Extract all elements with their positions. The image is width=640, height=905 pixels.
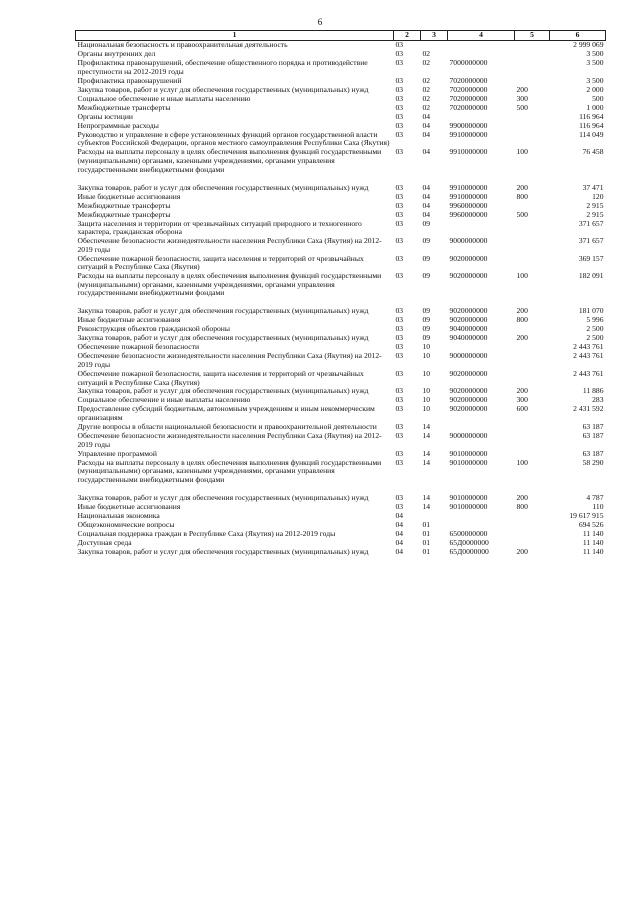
row-section-cell: 03 xyxy=(395,395,404,405)
row-name-cell: Межбюджетные трансферты xyxy=(77,200,171,210)
row-name-cell: Иные бюджетные ассигнования xyxy=(77,315,181,325)
row-section-cell: 03 xyxy=(395,386,404,396)
row-expense-type-cell xyxy=(515,343,550,352)
spacer-cell xyxy=(76,484,606,493)
row-subsection-cell: 09 xyxy=(422,306,431,316)
row-target-article-cell: 9020000000 xyxy=(449,368,488,378)
row-expense-type-cell xyxy=(515,130,550,148)
row-target-article-cell: 7020000000 xyxy=(449,75,488,85)
row-section-cell: 04 xyxy=(395,519,404,529)
row-section-cell: 03 xyxy=(395,422,404,432)
row-section-cell: 03 xyxy=(395,93,404,103)
row-expense-type-cell: 200 xyxy=(516,546,528,556)
row-target-article-cell: 9020000000 xyxy=(449,253,488,263)
row-target-article-cell: 9010000000 xyxy=(449,492,488,502)
row-amount-cell: 37 471 xyxy=(582,182,604,192)
row-amount-cell: 369 157 xyxy=(578,253,604,263)
page-number: 6 xyxy=(317,17,323,27)
row-subsection-cell: 10 xyxy=(422,395,431,405)
row-target-article-cell: 65Д0000000 xyxy=(449,537,489,547)
row-subsection-cell: 01 xyxy=(422,537,431,547)
row-amount-cell: 371 657 xyxy=(578,218,604,228)
row-subsection-cell: 04 xyxy=(422,120,431,130)
row-expense-type-cell: 100 xyxy=(516,271,528,281)
row-section-cell: 03 xyxy=(395,271,404,281)
row-amount-cell: 114 049 xyxy=(579,129,604,139)
row-amount-cell: 63 187 xyxy=(582,448,604,458)
row-subsection-cell: 09 xyxy=(422,315,431,325)
row-name-cell: Закупка товаров, работ и услуг для обеспечения государственных (муниципальных) нужд xyxy=(77,306,369,316)
row-subsection-cell: 04 xyxy=(422,129,431,139)
row-expense-type-cell xyxy=(515,423,550,432)
row-expense-type-cell xyxy=(515,254,550,272)
row-subsection-cell: 14 xyxy=(422,501,431,511)
row-expense-type-cell xyxy=(515,538,550,547)
row-amount-cell: 2 443 761 xyxy=(573,342,604,352)
row-expense-type-cell: 800 xyxy=(516,501,528,511)
row-subsection-cell: 10 xyxy=(422,342,431,352)
row-name-cell: Закупка товаров, работ и услуг для обеспечения государственных (муниципальных) нужд xyxy=(77,546,369,556)
row-subsection-cell: 04 xyxy=(422,147,431,157)
row-section-cell: 03 xyxy=(395,147,404,157)
row-amount-cell: 2 443 761 xyxy=(573,351,604,361)
table-row xyxy=(76,183,606,192)
row-amount-cell: 3 500 xyxy=(586,75,604,85)
row-section-cell: 03 xyxy=(395,351,404,361)
row-target-article-cell: 9020000000 xyxy=(449,386,488,396)
table-row xyxy=(76,538,606,547)
row-target-article-cell: 65Д0000000 xyxy=(449,546,489,556)
column-header-2: 2 xyxy=(394,31,421,41)
row-target-article-cell: 9020000000 xyxy=(449,395,488,405)
table-body xyxy=(76,41,606,557)
row-section-cell: 03 xyxy=(395,306,404,316)
row-subsection-cell: 04 xyxy=(422,209,431,219)
row-target-article-cell: 6500000000 xyxy=(449,528,488,538)
row-amount-cell: 19 617 915 xyxy=(569,510,604,520)
row-name-cell: Доступная среда xyxy=(77,537,132,547)
row-section-cell: 03 xyxy=(395,191,404,201)
row-amount-cell: 2 000 xyxy=(586,84,604,94)
row-section-cell: 03 xyxy=(395,448,404,458)
row-expense-type-cell: 300 xyxy=(516,395,528,405)
row-target-article-cell: 9900000000 xyxy=(449,120,488,130)
row-amount-cell: 1 000 xyxy=(586,102,604,112)
row-amount-cell: 182 091 xyxy=(578,271,604,281)
row-amount-cell: 181 070 xyxy=(578,306,604,316)
row-amount-cell: 11 140 xyxy=(582,546,604,556)
row-target-article-cell: 7020000000 xyxy=(449,102,488,112)
table-row xyxy=(76,529,606,538)
row-subsection-cell: 02 xyxy=(422,102,431,112)
row-name-cell: Обеспечение безопасности жизнедеятельности населения Республики Саха (Якутия) на 2012-2019 годы xyxy=(77,236,382,254)
table-row xyxy=(76,254,606,272)
row-section-cell: 03 xyxy=(395,209,404,219)
row-expense-type-cell: 200 xyxy=(516,182,528,192)
row-expense-type-cell xyxy=(515,50,550,59)
row-target-article-cell: 9020000000 xyxy=(449,404,488,414)
row-name-cell: Национальная безопасность и правоохранительная деятельность xyxy=(77,40,288,50)
row-section-cell: 03 xyxy=(395,111,404,121)
row-name-cell: Межбюджетные трансферты xyxy=(77,209,171,219)
row-subsection-cell: 04 xyxy=(422,200,431,210)
table-row xyxy=(76,104,606,113)
table-row xyxy=(76,272,606,298)
row-section-cell: 03 xyxy=(395,368,404,378)
row-amount-cell: 283 xyxy=(592,395,604,405)
row-section-cell: 03 xyxy=(395,501,404,511)
table-row xyxy=(76,130,606,148)
row-target-article-cell xyxy=(448,511,515,520)
row-expense-type-cell: 100 xyxy=(516,147,528,157)
row-subsection-cell: 02 xyxy=(422,58,431,68)
row-amount-cell: 2 999 069 xyxy=(573,40,604,50)
table-row xyxy=(76,449,606,458)
row-expense-type-cell xyxy=(515,449,550,458)
row-subsection-cell: 09 xyxy=(422,333,431,343)
row-section-cell: 03 xyxy=(395,40,404,50)
row-section-cell: 03 xyxy=(395,457,404,467)
row-target-article-cell: 7000000000 xyxy=(449,58,488,68)
row-expense-type-cell xyxy=(515,41,550,50)
row-expense-type-cell xyxy=(515,112,550,121)
row-name-cell: Иные бюджетные ассигнования xyxy=(77,191,181,201)
row-subsection-cell: 10 xyxy=(422,368,431,378)
row-section-cell: 03 xyxy=(395,182,404,192)
row-target-article-cell: 9960000000 xyxy=(449,200,488,210)
row-name-cell: Расходы на выплаты персоналу в целях обеспечения выполнения функций государственными (муниципальными) органами, казенными учреждениями, органами управления государственными внебюджетными фондами xyxy=(77,457,382,484)
row-amount-cell: 11 140 xyxy=(582,537,604,547)
column-header-5: 5 xyxy=(515,31,550,41)
row-subsection-cell: 02 xyxy=(422,84,431,94)
column-header-6: 6 xyxy=(550,31,606,41)
row-target-article-cell: 7020000000 xyxy=(449,84,488,94)
table-row xyxy=(76,219,606,237)
row-amount-cell: 371 657 xyxy=(578,236,604,246)
row-section-cell: 04 xyxy=(395,510,404,520)
row-expense-type-cell: 200 xyxy=(516,492,528,502)
row-amount-cell: 694 526 xyxy=(578,519,604,529)
row-subsection-cell: 02 xyxy=(422,75,431,85)
row-target-article-cell: 9040000000 xyxy=(449,324,488,334)
row-expense-type-cell: 500 xyxy=(516,209,528,219)
row-name-cell: Обеспечение безопасности жизнедеятельности населения Республики Саха (Якутия) на 2012-2019 годы xyxy=(77,431,382,449)
row-subsection-cell: 14 xyxy=(422,422,431,432)
row-subsection-cell: 04 xyxy=(422,111,431,121)
row-amount-cell: 2 443 761 xyxy=(573,368,604,378)
row-subsection-cell: 09 xyxy=(422,253,431,263)
row-amount-cell: 63 187 xyxy=(582,422,604,432)
row-amount-cell: 116 964 xyxy=(579,111,604,121)
row-section-cell: 03 xyxy=(395,315,404,325)
row-section-cell: 03 xyxy=(395,324,404,334)
table-row xyxy=(76,405,606,423)
row-amount-cell: 110 xyxy=(592,501,604,511)
column-header-1: 1 xyxy=(76,31,394,41)
row-section-cell: 04 xyxy=(395,528,404,538)
table-row xyxy=(76,41,606,50)
row-expense-type-cell: 800 xyxy=(516,315,528,325)
row-target-article-cell xyxy=(448,219,515,237)
table-row xyxy=(76,201,606,210)
row-expense-type-cell: 200 xyxy=(516,84,528,94)
row-target-article-cell: 9000000000 xyxy=(449,351,488,361)
row-target-article-cell: 9010000000 xyxy=(449,457,488,467)
table-row xyxy=(76,493,606,502)
row-section-cell: 03 xyxy=(395,49,404,59)
row-subsection-cell: 10 xyxy=(422,404,431,414)
row-subsection-cell: 02 xyxy=(422,49,431,59)
row-target-article-cell: 9020000000 xyxy=(449,306,488,316)
row-section-cell: 03 xyxy=(395,129,404,139)
row-expense-type-cell xyxy=(515,370,550,388)
row-amount-cell: 500 xyxy=(592,93,604,103)
table-row xyxy=(76,192,606,201)
row-target-article-cell: 9910000000 xyxy=(449,191,488,201)
row-amount-cell: 3 500 xyxy=(586,58,604,68)
row-subsection-cell: 09 xyxy=(422,324,431,334)
row-expense-type-cell: 200 xyxy=(516,333,528,343)
row-section-cell: 03 xyxy=(395,333,404,343)
row-name-cell: Руководство и управление в сфере установленных функций органов государственной власти субъектов Российской Федерации, органов местного самоуправления Республики Саха (Якутия) xyxy=(77,129,390,148)
row-name-cell: Закупка товаров, работ и услуг для обеспечения государственных (муниципальных) нужд xyxy=(77,182,369,192)
row-name-cell: Межбюджетные трансферты xyxy=(77,102,171,112)
row-name-cell: Управление программой xyxy=(77,448,157,458)
row-name-cell: Непрограммные расходы xyxy=(77,120,159,130)
row-expense-type-cell: 300 xyxy=(516,93,528,103)
row-expense-type-cell xyxy=(515,59,550,77)
row-name-cell: Расходы на выплаты персоналу в целях обеспечения выполнения функций государственными (муниципальными) органами, казенными учреждениями, органами управления государственными внебюджетными фондами xyxy=(77,147,382,174)
row-amount-cell: 3 500 xyxy=(586,49,604,59)
table-row xyxy=(76,432,606,450)
table-row xyxy=(76,520,606,529)
row-section-cell: 03 xyxy=(395,58,404,68)
row-name-cell: Органы юстиции xyxy=(77,111,133,121)
row-subsection-cell: 10 xyxy=(422,351,431,361)
row-subsection-cell: 01 xyxy=(422,546,431,556)
row-name-cell: Обеспечение пожарной безопасности, защита населения и территорий от чрезвычайных ситуаций в Республике Саха (Якутия) xyxy=(77,368,364,387)
row-name-cell: Социальное обеспечение и иные выплаты населению xyxy=(77,395,251,405)
table-row xyxy=(76,547,606,556)
row-target-article-cell: 9960000000 xyxy=(449,209,488,219)
row-section-cell: 03 xyxy=(395,404,404,414)
row-section-cell: 04 xyxy=(395,537,404,547)
row-name-cell: Расходы на выплаты персоналу в целях обеспечения выполнения функций государственными (муниципальными) органами, казенными учреждениями, органами управления государственными внебюджетными фондами xyxy=(77,271,382,298)
row-section-cell: 03 xyxy=(395,253,404,263)
row-section-cell: 03 xyxy=(395,200,404,210)
row-name-cell: Общеэкономические вопросы xyxy=(77,519,175,529)
row-subsection-cell: 01 xyxy=(422,528,431,538)
row-expense-type-cell xyxy=(515,352,550,370)
column-header-3: 3 xyxy=(421,31,448,41)
table-row xyxy=(76,502,606,511)
row-section-cell: 03 xyxy=(395,492,404,502)
row-expense-type-cell: 200 xyxy=(516,386,528,396)
row-section-cell: 03 xyxy=(395,431,404,441)
table-row xyxy=(76,511,606,520)
row-name-cell: Закупка товаров, работ и услуг для обеспечения государственных (муниципальных) нужд xyxy=(77,492,369,502)
row-section-cell: 03 xyxy=(395,102,404,112)
row-amount-cell: 5 996 xyxy=(586,315,604,325)
row-name-cell: Предоставление субсидий бюджетным, автономным учреждениям и иным некоммерческим организациям xyxy=(77,404,375,423)
row-target-article-cell: 9020000000 xyxy=(449,315,488,325)
row-section-cell: 03 xyxy=(395,120,404,130)
row-amount-cell: 58 290 xyxy=(582,457,604,467)
row-amount-cell: 4 787 xyxy=(586,492,604,502)
row-name-cell: Другие вопросы в области национальной безопасности и правоохранительной деятельности xyxy=(77,422,377,432)
row-section-cell: 03 xyxy=(395,75,404,85)
table-row xyxy=(76,148,606,174)
row-amount-cell: 11 886 xyxy=(582,386,604,396)
row-expense-type-cell xyxy=(515,219,550,237)
row-name-cell: Профилактика правонарушений, обеспечение общественного порядка и противодействие преступности на 2012-2019 годы xyxy=(77,58,368,76)
row-target-article-cell: 7020000000 xyxy=(449,93,488,103)
row-subsection-cell: 09 xyxy=(422,271,431,281)
row-expense-type-cell: 500 xyxy=(516,102,528,112)
row-target-article-cell: 9910000000 xyxy=(449,147,488,157)
row-subsection-cell: 14 xyxy=(422,457,431,467)
row-target-article-cell xyxy=(448,520,515,529)
row-expense-type-cell xyxy=(515,237,550,255)
spacer-cell xyxy=(76,174,606,183)
row-expense-type-cell: 800 xyxy=(516,191,528,201)
row-subsection-cell: 01 xyxy=(422,519,431,529)
row-name-cell: Профилактика правонарушений xyxy=(77,75,182,85)
row-target-article-cell: 9010000000 xyxy=(449,448,488,458)
row-subsection-cell: 14 xyxy=(422,431,431,441)
row-section-cell: 03 xyxy=(395,84,404,94)
budget-table xyxy=(75,30,606,556)
row-section-cell: 03 xyxy=(395,218,404,228)
row-name-cell: Закупка товаров, работ и услуг для обеспечения государственных (муниципальных) нужд xyxy=(77,386,369,396)
row-target-article-cell xyxy=(448,41,515,50)
row-subsection-cell: 04 xyxy=(422,191,431,201)
row-expense-type-cell: 600 xyxy=(516,404,528,414)
row-subsection-cell: 14 xyxy=(422,448,431,458)
row-name-cell: Обеспечение безопасности жизнедеятельности населения Республики Саха (Якутия) на 2012-2019 годы xyxy=(77,351,382,369)
row-expense-type-cell xyxy=(515,529,550,538)
row-name-cell: Реконструкция объектов гражданской обороны xyxy=(77,324,230,334)
row-amount-cell: 76 458 xyxy=(582,147,604,157)
row-section-cell: 03 xyxy=(395,342,404,352)
table-row xyxy=(76,458,606,484)
row-spacer xyxy=(76,174,606,183)
row-expense-type-cell: 200 xyxy=(516,306,528,316)
row-target-article-cell: 9020000000 xyxy=(449,271,488,281)
row-target-article-cell: 9910000000 xyxy=(449,129,488,139)
row-subsection-cell: 14 xyxy=(422,492,431,502)
table-row xyxy=(76,370,606,388)
row-section-cell: 04 xyxy=(395,546,404,556)
row-amount-cell: 63 187 xyxy=(582,431,604,441)
row-target-article-cell: 9010000000 xyxy=(449,501,488,511)
row-expense-type-cell xyxy=(515,201,550,210)
row-section-cell: 03 xyxy=(395,236,404,246)
row-name-cell: Обеспечение пожарной безопасности, защита населения и территорий от чрезвычайных ситуаций в Республике Саха (Якутия) xyxy=(77,253,364,272)
row-subsection-cell: 04 xyxy=(422,182,431,192)
row-name-cell: Закупка товаров, работ и услуг для обеспечения государственных (муниципальных) нужд xyxy=(77,333,369,343)
row-amount-cell: 120 xyxy=(592,191,604,201)
row-target-article-cell: 9000000000 xyxy=(449,431,488,441)
row-expense-type-cell xyxy=(515,121,550,130)
row-amount-cell: 2 500 xyxy=(586,324,604,334)
row-name-cell: Закупка товаров, работ и услуг для обеспечения государственных (муниципальных) нужд xyxy=(77,84,369,94)
table-row xyxy=(76,237,606,255)
row-amount-cell: 2 915 xyxy=(586,200,604,210)
row-name-cell: Обеспечение пожарной безопасности xyxy=(77,342,200,352)
table-row xyxy=(76,59,606,77)
column-header-4: 4 xyxy=(448,31,515,41)
row-amount-cell: 116 964 xyxy=(579,120,604,130)
row-expense-type-cell xyxy=(515,432,550,450)
table-header-row xyxy=(76,31,606,41)
row-subsection-cell: 10 xyxy=(422,386,431,396)
row-target-article-cell: 9000000000 xyxy=(449,236,488,246)
row-name-cell: Социальное обеспечение и иные выплаты населению xyxy=(77,93,251,103)
table-row xyxy=(76,210,606,219)
row-spacer xyxy=(76,484,606,493)
row-name-cell: Национальная экономика xyxy=(77,510,160,520)
row-amount-cell: 11 140 xyxy=(582,528,604,538)
table-row xyxy=(76,352,606,370)
row-name-cell: Социальная поддержка граждан в Республике Саха (Якутия) на 2012-2019 годы xyxy=(77,528,336,538)
row-subsection-cell: 09 xyxy=(422,236,431,246)
row-subsection-cell xyxy=(421,511,448,520)
row-name-cell: Иные бюджетные ассигнования xyxy=(77,501,181,511)
row-expense-type-cell xyxy=(515,520,550,529)
row-target-article-cell: 9910000000 xyxy=(449,182,488,192)
row-amount-cell: 2 500 xyxy=(586,333,604,343)
row-subsection-cell: 09 xyxy=(422,218,431,228)
row-expense-type-cell: 100 xyxy=(516,457,528,467)
row-target-article-cell: 9040000000 xyxy=(449,333,488,343)
row-amount-cell: 2 915 xyxy=(586,209,604,219)
row-amount-cell: 2 431 592 xyxy=(573,404,604,414)
row-subsection-cell: 02 xyxy=(422,93,431,103)
row-name-cell: Защита населения и территории от чрезвычайных ситуаций природного и техногенного характера, гражданская оборона xyxy=(77,218,362,237)
row-name-cell: Органы внутренних дел xyxy=(77,49,156,59)
row-expense-type-cell xyxy=(515,511,550,520)
